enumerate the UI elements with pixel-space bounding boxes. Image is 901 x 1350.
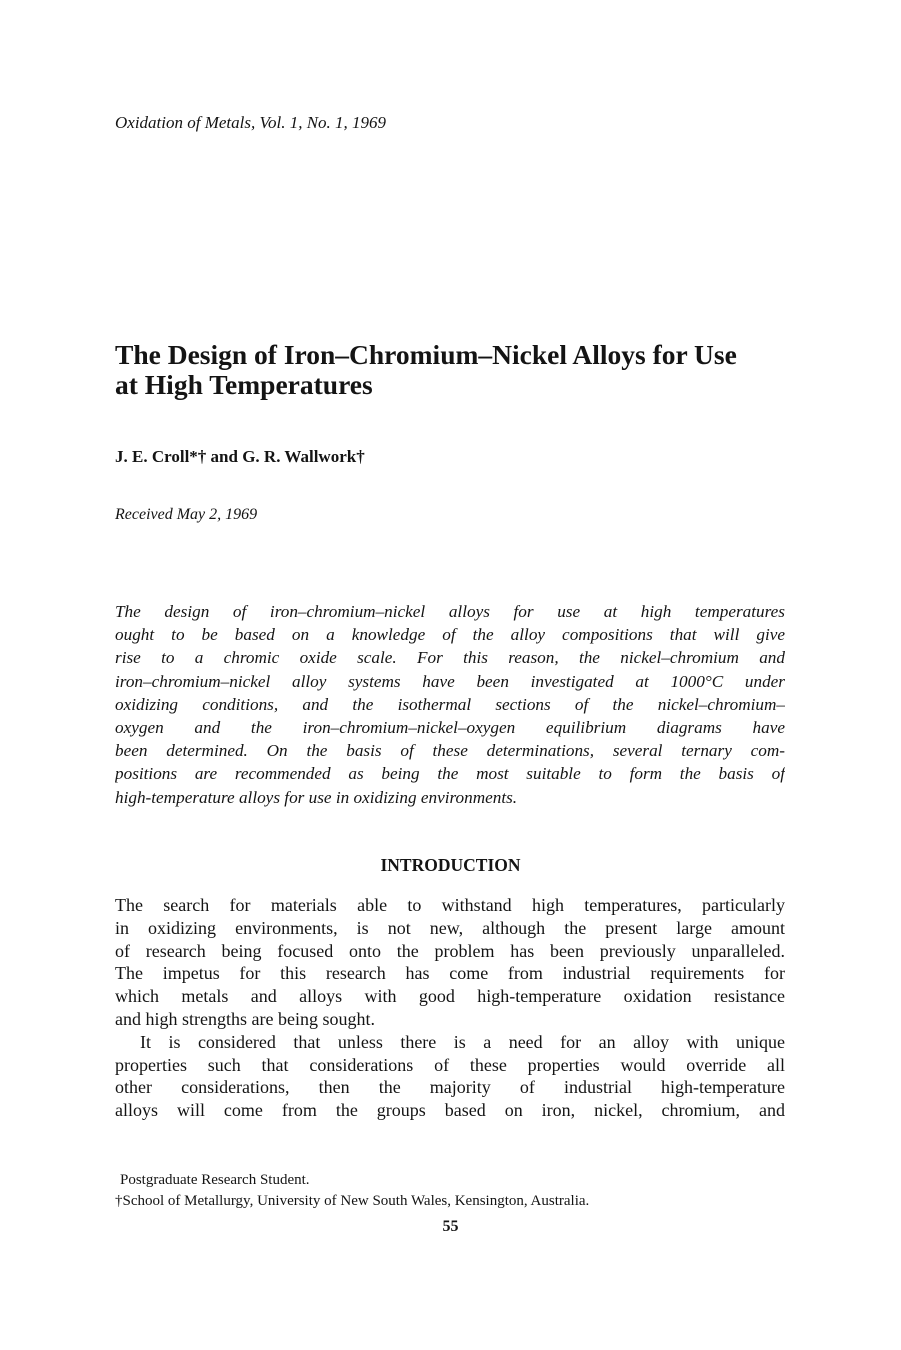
footnotes — [115, 1170, 785, 1212]
abstract-line: high-temperature alloys for use in oxidizing environments. — [115, 787, 518, 807]
title-line: at High Temperatures — [115, 369, 373, 400]
footnote: †School of Metallurgy, University of New South Wales, Kensington, Australia. — [115, 1193, 590, 1209]
paper-title — [115, 340, 805, 400]
abstract-line: oxidizing conditions, and the isothermal sections of the nickel–chromium– — [115, 694, 785, 714]
abstract-line: positions are recommended as being the most suitable to form the basis of — [115, 764, 785, 784]
title-line: The Design of Iron–Chromium–Nickel Alloys for Use — [115, 339, 737, 370]
author-list: J. E. Croll*† and G. R. Wallwork† — [115, 447, 365, 466]
abstract-line: rise to a chromic oxide scale. For this reason, the nickel–chromium and — [115, 648, 785, 668]
abstract-line: oxygen and the iron–chromium–nickel–oxygen equilibrium diagrams have — [115, 717, 785, 737]
abstract-line: been determined. On the basis of these determinations, several ternary com- — [115, 741, 785, 761]
body-line: in oxidizing environments, is not new, although the present large amount — [115, 917, 785, 938]
body-line: which metals and alloys with good high-temperature oxidation resistance — [115, 986, 785, 1007]
abstract-line: The design of iron–chromium–nickel alloys for use at high temperatures — [115, 602, 785, 621]
body-line: other considerations, then the majority of industrial high-temperature — [115, 1077, 785, 1098]
journal-citation: Oxidation of Metals, Vol. 1, No. 1, 1969 — [115, 113, 387, 132]
introduction-body — [115, 894, 785, 1122]
abstract-line: ought to be based on a knowledge of the alloy compositions that will give — [115, 625, 785, 645]
section-heading-introduction: INTRODUCTION — [380, 855, 521, 875]
body-line: alloys will come from the groups based on iron, nickel, chromium, and — [115, 1100, 785, 1121]
abstract — [115, 600, 785, 809]
body-line: The impetus for this research has come from industrial requirements for — [115, 963, 785, 984]
body-line: The search for materials able to withstand high temperatures, particularly — [115, 895, 785, 915]
body-line: and high strengths are being sought. — [115, 1008, 375, 1029]
body-line: properties such that considerations of these properties would override all — [115, 1054, 785, 1075]
body-line: It is considered that unless there is a need for an alloy with unique — [140, 1031, 785, 1052]
page-number: 55 — [442, 1218, 459, 1235]
abstract-line: iron–chromium–nickel alloy systems have been investigated at 1000°C under — [115, 671, 785, 691]
body-line: of research being focused onto the problem has been previously unparalleled. — [115, 940, 785, 961]
footnote: Postgraduate Research Student. — [120, 1172, 310, 1188]
received-date: Received May 2, 1969 — [115, 506, 258, 523]
